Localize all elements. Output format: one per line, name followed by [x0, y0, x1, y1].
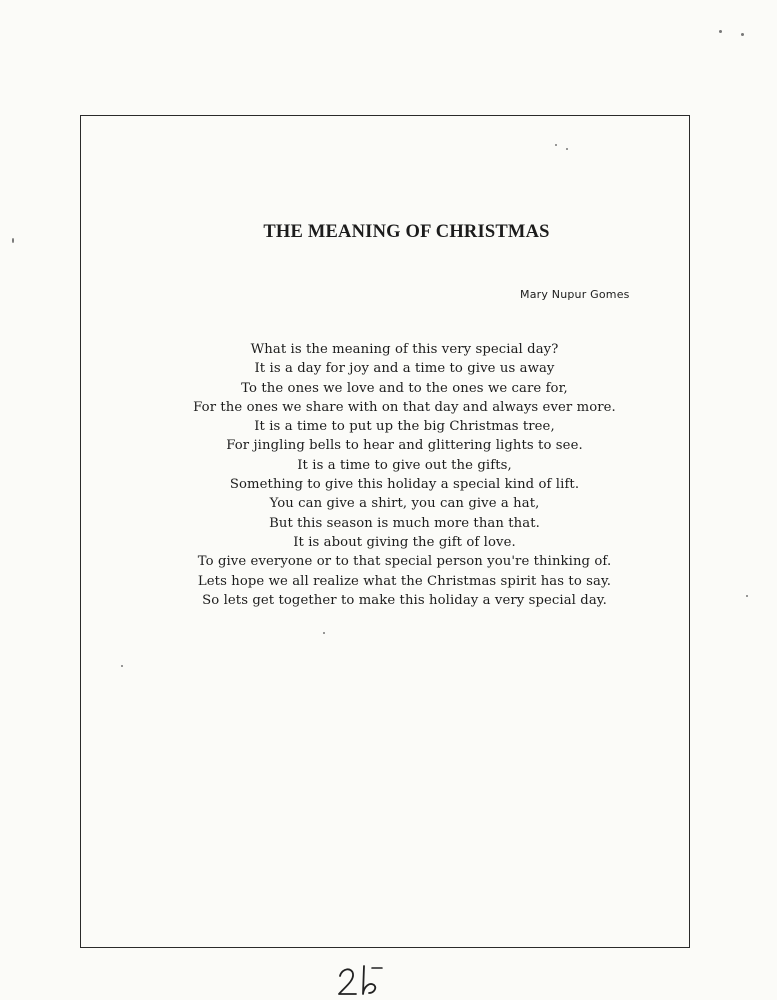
- poem-line: So lets get together to make this holiday a very special day.: [202, 592, 607, 608]
- poem-line: It is a day for joy and a time to give us away: [254, 361, 555, 377]
- scan-speck: [323, 632, 325, 634]
- scan-speck: [719, 30, 722, 33]
- scan-speck: [12, 238, 14, 243]
- scan-speck: [555, 144, 557, 146]
- poem-line: You can give a shirt, you can give a hat,: [269, 496, 540, 512]
- poem-line: Something to give this holiday a special kind of lift.: [229, 477, 580, 493]
- poem-title: THE MEANING OF CHRISTMAS: [263, 222, 550, 242]
- scan-speck: [741, 33, 744, 36]
- poem-line: To the ones we love and to the ones we care for,: [241, 380, 568, 396]
- poem-line: To give everyone or to that special person you're thinking of.: [197, 554, 612, 570]
- scan-speck: [566, 148, 568, 150]
- author-name: Mary Nupur Gomes: [520, 288, 630, 301]
- handwritten-page-number: [336, 962, 386, 998]
- poem-line: For jingling bells to hear and glittering lights to see.: [226, 438, 583, 454]
- poem-line: It is about giving the gift of love.: [293, 534, 516, 550]
- poem-line: Lets hope we all realize what the Christmas spirit has to say.: [197, 573, 612, 589]
- scan-speck: [121, 665, 123, 667]
- poem-line: What is the meaning of this very special day?: [250, 342, 559, 357]
- poem-line: It is a time to give out the gifts,: [297, 457, 512, 473]
- poem-line: For the ones we share with on that day and always ever more.: [193, 399, 616, 415]
- poem-line: But this season is much more than that.: [269, 515, 540, 531]
- poem-line: It is a time to put up the big Christmas tree,: [254, 419, 555, 435]
- scan-speck: [746, 595, 748, 597]
- poem-body: [0, 340, 777, 610]
